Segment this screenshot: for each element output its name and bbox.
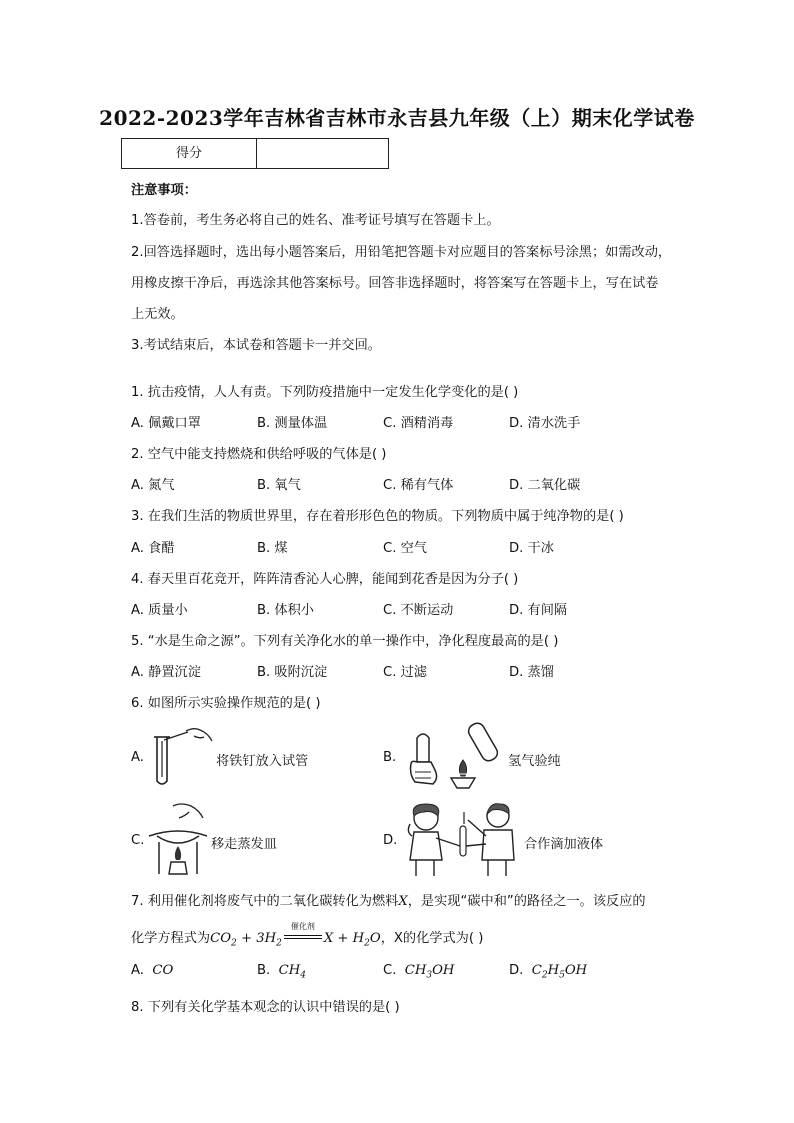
q3-option-a[interactable]: A. 食醋 bbox=[131, 541, 175, 556]
q4-option-a[interactable]: A. 质量小 bbox=[131, 603, 188, 618]
q4-option-c[interactable]: C. 不断运动 bbox=[383, 603, 454, 618]
notice-line-2a: 2.回答选择题时，选出每小题答案后，用铅笔把答题卡对应题目的答案标号涂黑；如需改动， bbox=[131, 245, 672, 260]
evaporating-dish-illustration bbox=[145, 802, 211, 876]
q1-option-b[interactable]: B. 测量体温 bbox=[257, 416, 328, 431]
question-7-stem-line2 bbox=[131, 922, 484, 949]
q7-eq-prefix: 化学方程式为 bbox=[131, 931, 211, 946]
q3-option-c[interactable]: C. 空气 bbox=[383, 541, 427, 556]
q6-option-b-letter[interactable]: B. bbox=[383, 750, 397, 765]
score-value-cell[interactable] bbox=[256, 139, 388, 168]
q2-option-b[interactable]: B. 氧气 bbox=[257, 478, 301, 493]
q1-option-a[interactable]: A. 佩戴口罩 bbox=[131, 416, 201, 431]
q1-option-d[interactable]: D. 清水洗手 bbox=[509, 416, 581, 431]
q7-option-c[interactable] bbox=[383, 963, 454, 981]
q7-var-x: X bbox=[398, 894, 408, 909]
q7-option-b-formula: $CH_4$ bbox=[278, 963, 306, 981]
q7-option-a[interactable] bbox=[131, 963, 173, 978]
notice-line-3: 3.考试结束后，本试卷和答题卡一并交回。 bbox=[131, 338, 381, 353]
question-7-stem-line1 bbox=[131, 890, 646, 909]
q5-option-c[interactable]: C. 过滤 bbox=[383, 665, 427, 680]
question-6-stem: 6. 如图所示实验操作规范的是( ) bbox=[131, 696, 321, 711]
q5-option-d[interactable]: D. 蒸馏 bbox=[509, 665, 554, 680]
q2-option-d[interactable]: D. 二氧化碳 bbox=[509, 478, 581, 493]
q2-option-c[interactable]: C. 稀有气体 bbox=[383, 478, 454, 493]
q7-option-c-formula: $CH_3OH$ bbox=[404, 963, 455, 981]
q7-option-d-formula: $C_2H_5OH$ bbox=[531, 963, 588, 981]
q7-stem-part-a: 7. 利用催化剂将废气中的二氧化碳转化为燃料 bbox=[131, 894, 399, 909]
q7-option-b[interactable] bbox=[257, 963, 306, 981]
q7-option-c-letter: C. bbox=[383, 963, 397, 978]
notice-line-2b: 用橡皮擦干净后，再选涂其他答案标号。回答非选择题时，将答案写在答题卡上，写在试卷 bbox=[131, 276, 659, 291]
q3-option-b[interactable]: B. 煤 bbox=[257, 541, 288, 556]
q2-option-a[interactable]: A. 氮气 bbox=[131, 478, 175, 493]
q7-equation-rhs: $X + H_2O$ bbox=[323, 931, 381, 949]
q6-option-a-letter[interactable]: A. bbox=[131, 750, 144, 765]
question-3-stem: 3. 在我们生活的物质世界里，存在着形形色色的物质。下列物质中属于纯净物的是( ) bbox=[131, 509, 624, 524]
q6-option-c-label: 移走蒸发皿 bbox=[211, 837, 277, 852]
q7-catalyst-label: 催化剂 bbox=[290, 922, 315, 931]
q5-option-b[interactable]: B. 吸附沉淀 bbox=[257, 665, 328, 680]
question-5-stem: 5. “水是生命之源”。下列有关净化水的单一操作中，净化程度最高的是( ) bbox=[131, 634, 559, 649]
students-adding-liquid-illustration bbox=[402, 798, 522, 878]
page-title: 2022-2023学年吉林省吉林市永吉县九年级（上）期末化学试卷 bbox=[99, 106, 695, 130]
q7-catalyst-arrow bbox=[282, 922, 324, 945]
notice-line-1: 1.答卷前，考生务必将自己的姓名、准考证号填写在答题卡上。 bbox=[131, 213, 500, 228]
q1-option-c[interactable]: C. 酒精消毒 bbox=[383, 416, 454, 431]
q7-eq-suffix: ，X的化学式为( ) bbox=[380, 931, 484, 946]
q7-option-a-formula: CO bbox=[152, 963, 174, 978]
q6-option-d-label: 合作滴加液体 bbox=[524, 837, 604, 852]
q5-option-a[interactable]: A. 静置沉淀 bbox=[131, 665, 201, 680]
q7-stem-part-b: ，是实现“碳中和”的路径之一。该反应的 bbox=[407, 894, 646, 909]
q3-option-d[interactable]: D. 干冰 bbox=[509, 541, 554, 556]
notice-line-2c: 上无效。 bbox=[131, 307, 184, 322]
q6-option-b-label: 氢气验纯 bbox=[508, 754, 561, 769]
q4-option-b[interactable]: B. 体积小 bbox=[257, 603, 314, 618]
q7-option-a-letter: A. bbox=[131, 963, 144, 978]
question-2-stem: 2. 空气中能支持燃烧和供给呼吸的气体是( ) bbox=[131, 447, 387, 462]
q7-equation-lhs: $CO_2 + 3H_2$ bbox=[210, 931, 282, 949]
notice-heading: 注意事项： bbox=[131, 183, 197, 198]
q6-option-d-letter[interactable]: D. bbox=[383, 833, 398, 848]
q4-option-d[interactable]: D. 有间隔 bbox=[509, 603, 568, 618]
question-1-stem: 1. 抗击疫情，人人有责。下列防疫措施中一定发生化学变化的是( ) bbox=[131, 385, 519, 400]
question-8-stem: 8. 下列有关化学基本观念的认识中错误的是( ) bbox=[131, 1000, 400, 1015]
score-table bbox=[121, 138, 389, 169]
q6-option-c-letter[interactable]: C. bbox=[131, 833, 145, 848]
score-label: 得分 bbox=[122, 139, 257, 168]
q7-option-d-letter: D. bbox=[509, 963, 524, 978]
q7-option-b-letter: B. bbox=[257, 963, 271, 978]
question-4-stem: 4. 春天里百花竞开，阵阵清香沁人心脾，能闻到花香是因为分子( ) bbox=[131, 572, 519, 587]
hydrogen-purity-test-illustration bbox=[403, 722, 508, 792]
test-tube-nail-illustration bbox=[148, 727, 218, 789]
q7-option-d[interactable] bbox=[509, 963, 587, 981]
q6-option-a-label: 将铁钉放入试管 bbox=[216, 754, 309, 769]
